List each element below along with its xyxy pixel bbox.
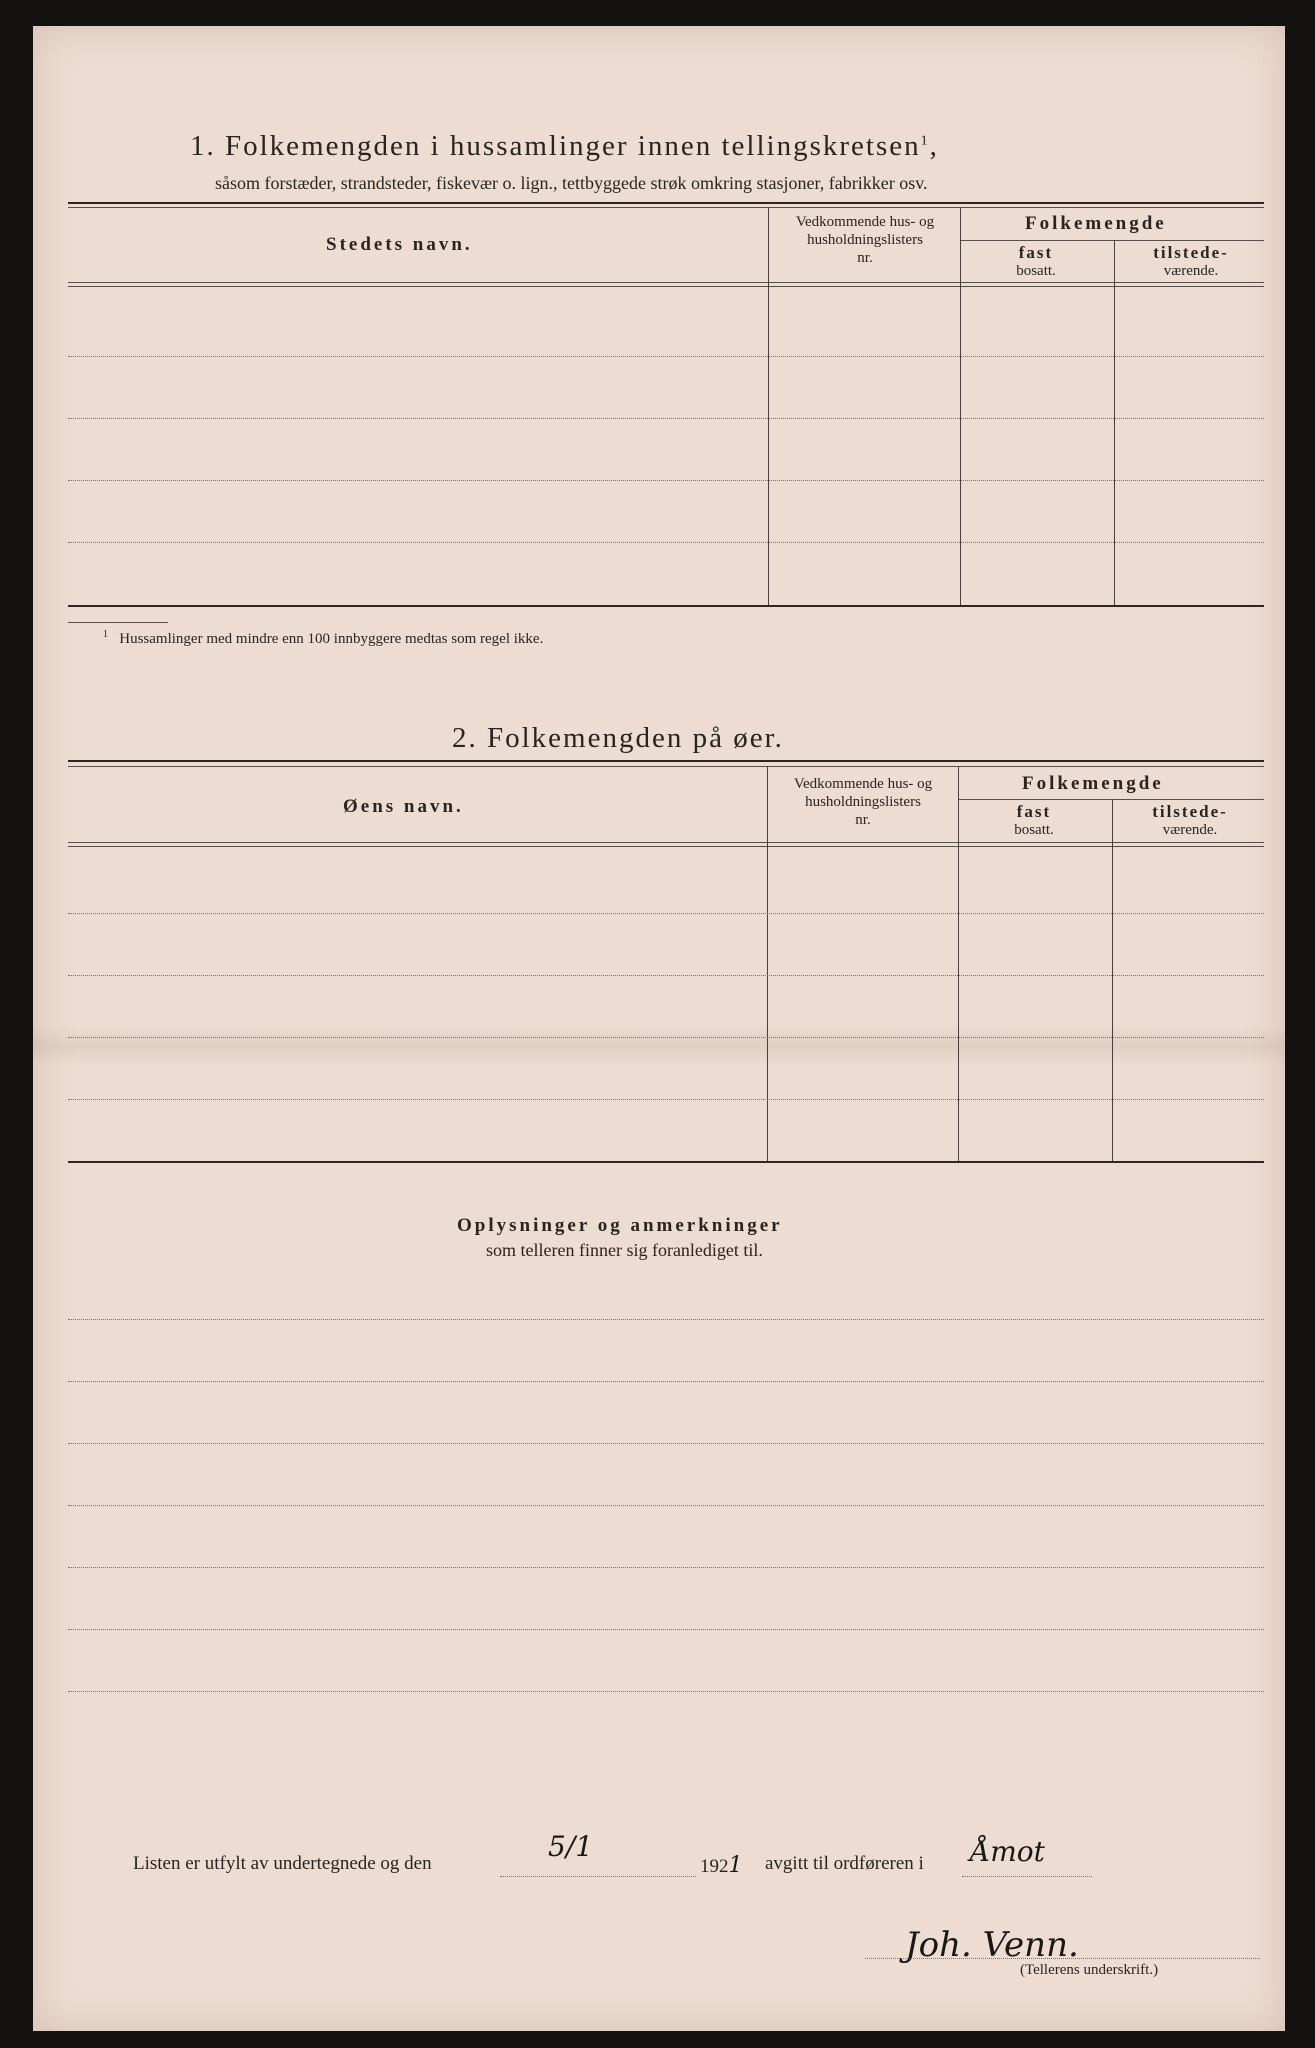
section1-subtitle: såsom forstæder, strandsteder, fiskevær o. lign., tettbyggede strøk omkring stasjoner, fabrikker osv. [215, 173, 928, 193]
s2-top-rule-thin [68, 766, 1264, 767]
s1-col-lists-line2: husholdningslisters [807, 232, 923, 248]
s2-col-fast-header [964, 803, 1104, 839]
s1-row-line [68, 418, 1264, 419]
remarks-line [68, 1567, 1264, 1568]
s2-row-line [68, 913, 1264, 914]
s1-top-rule [68, 202, 1264, 204]
section1-title-sup: 1 [920, 133, 930, 149]
place-handwritten: Åmot [970, 1835, 1045, 1868]
s2-col-pop-header: Folkemengde [1022, 773, 1164, 794]
section1-footnote [103, 629, 543, 648]
remarks-line [68, 1691, 1264, 1692]
s2-header-rule2 [68, 846, 1264, 847]
s1-col-lists-line1: Vedkommende hus- og [795, 214, 935, 230]
year-field [700, 1853, 743, 1878]
section1-title [190, 130, 939, 163]
s1-row-line [68, 356, 1264, 357]
signature-caption: (Tellerens underskrift.) [1020, 1962, 1159, 1978]
remarks-line [68, 1505, 1264, 1506]
s1-pop-subrule [961, 240, 1264, 241]
s2-row-line [68, 1099, 1264, 1100]
s1-row-line [68, 480, 1264, 481]
s1-row-line [68, 542, 1264, 543]
s2-vline-3 [1112, 799, 1113, 1162]
census-form-page [33, 26, 1285, 2031]
remarks-line [68, 1443, 1264, 1444]
remarks-subtitle: som telleren finner sig foranlediget til. [486, 1240, 763, 1260]
s2-row-line [68, 1037, 1264, 1038]
s2-col-tilst-header [1116, 803, 1264, 839]
s1-bottom-rule [68, 605, 1264, 607]
s2-top-rule [68, 760, 1264, 762]
remarks-title: Oplysninger og anmerkninger [457, 1215, 783, 1236]
s1-col-tilst-header [1118, 244, 1264, 280]
s2-col-lists-line1: Vedkommende hus- og [793, 776, 933, 792]
s1-col-fast-header [966, 244, 1106, 280]
s1-header-rule2 [68, 286, 1264, 287]
signature-prefix: Listen er utfylt av undertegnede og den [133, 1853, 432, 1874]
date-handwritten: 5/1 [548, 1830, 594, 1863]
s1-header-rule [68, 282, 1264, 283]
s2-bottom-rule [68, 1161, 1264, 1163]
date-field-line [500, 1876, 696, 1877]
year-handwritten: 1 [728, 1853, 743, 1878]
s2-col-fast-line1: fast [1016, 802, 1052, 821]
s1-col-lists-header [770, 213, 960, 267]
s1-vline-1 [768, 207, 769, 606]
s1-col-tilst-line2: værende. [1163, 263, 1219, 279]
footnote-mark: 1 [103, 629, 108, 640]
remarks-line [68, 1381, 1264, 1382]
s2-vline-2 [958, 766, 959, 1162]
s1-col-lists-line3: nr. [857, 250, 873, 266]
signature-field-line [865, 1958, 1260, 1959]
section2-title: 2. Folkemengden på øer. [452, 722, 784, 754]
s1-col-fast-line1: fast [1018, 243, 1054, 262]
footnote-rule [68, 622, 168, 623]
s2-col-name-header: Øens navn. [343, 796, 464, 817]
s2-col-tilst-line1: tilstede- [1152, 802, 1228, 821]
footnote-text: Hussamlinger med mindre enn 100 innbyggere medtas som regel ikke. [119, 631, 544, 647]
s2-vline-1 [767, 766, 768, 1162]
remarks-line [68, 1319, 1264, 1320]
s2-col-tilst-line2: værende. [1162, 822, 1218, 838]
s1-top-rule-thin [68, 207, 1264, 208]
s1-col-fast-line2: bosatt. [1016, 263, 1056, 279]
s2-row-line [68, 975, 1264, 976]
remarks-line [68, 1629, 1264, 1630]
s2-col-lists-header [768, 775, 958, 829]
s2-col-lists-line2: husholdningslisters [805, 794, 921, 810]
s1-col-tilst-line1: tilstede- [1153, 243, 1229, 262]
section1-title-end: , [929, 130, 939, 162]
enumerator-signature: Joh. Venn. [905, 1925, 1079, 1965]
s2-header-rule [68, 842, 1264, 843]
s2-col-fast-line2: bosatt. [1014, 822, 1054, 838]
place-field-line [962, 1876, 1092, 1877]
s1-col-name-header: Stedets navn. [326, 234, 473, 255]
s1-vline-2 [960, 207, 961, 606]
year-printed: 192 [700, 1856, 729, 1877]
paper-fold [33, 1026, 1285, 1066]
signature-middle: avgitt til ordføreren i [765, 1853, 924, 1874]
section1-title-text: 1. Folkemengden i hussamlinger innen tellingskretsen [190, 130, 921, 162]
s1-vline-3 [1114, 240, 1115, 606]
s1-col-pop-header: Folkemengde [1025, 213, 1167, 234]
s2-col-lists-line3: nr. [855, 812, 871, 828]
